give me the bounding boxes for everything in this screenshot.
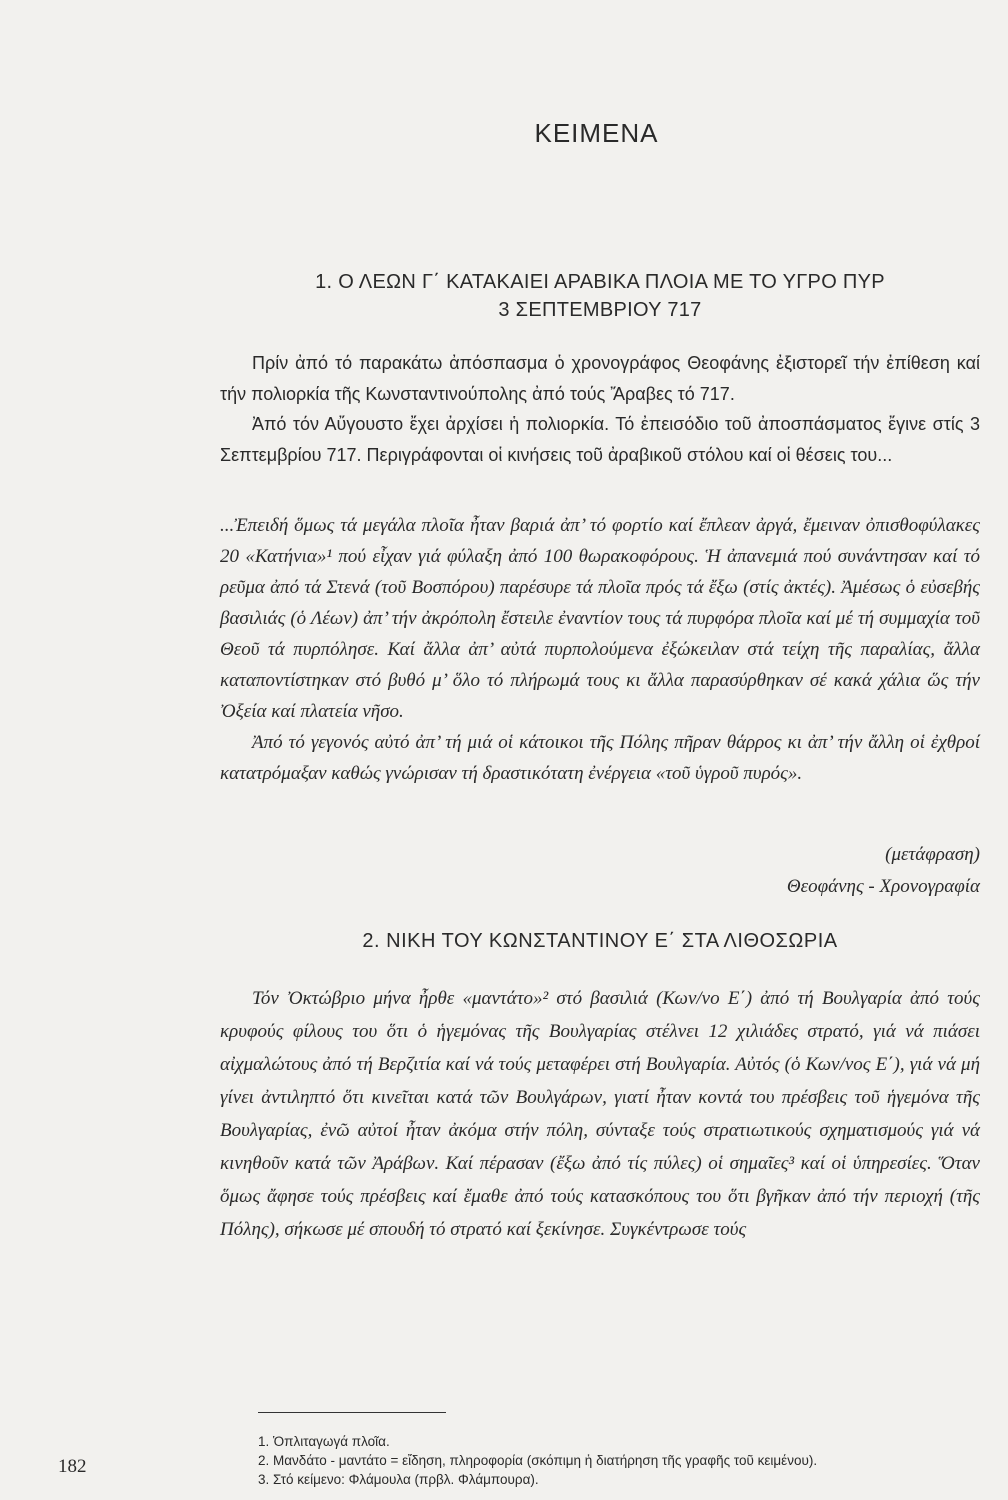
section2-paragraph: Τόν Ὀκτώβριο μήνα ἦρθε «μαντάτο»² στό βασιλιά (Κων/νο Ε΄) ἀπό τή Βουλγαρία ἀπό τούς κρυφούς φίλους του ὅτι ὁ ἡγεμόνας τῆς Βουλγαρίας στέλνει 12 χιλιάδες στρατό, γιά νά πιάσει αἰχμαλώτους ἀπό τή Βερζιτία καί νά τούς μεταφέρει στή Βουλγαρία. Αὐτός (ὁ Κων/νος Ε΄), γιά νά μή γίνει ἀντιληπτό ὅτι κινεῖται κατά τῶν Βουλγάρων, γιατί ἦταν κοντά του πρέσβεις τοῦ ἡγεμόνα τῆς Βουλγαρίας, ἐνῶ αὐτοί ἦταν ἀκόμα στήν πόλη, σύνταξε τούς στρατιωτικούς σχηματισμούς γιά νά κινηθοῦν κατά τῶν Ἀράβων. Καί πέρασαν (ἔξω ἀπό τίς πύλες) οἱ σημαῖες³ καί οἱ ὑπηρεσίες. Ὅταν ὅμως ἄφησε τούς πρέσβεις καί ἔμαθε ἀπό τούς κατασκόπους του ὅτι βγῆκαν ἀπό τήν περιοχή (τῆς Πόλης), σήκωσε μέ σπουδή τό στρατό καί ξεκίνησε. Συγκέντρωσε τούς — [220, 988, 980, 1240]
section1-excerpt-paragraph-1: ...Ἐπειδή ὅμως τά μεγάλα πλοῖα ἦταν βαριά ἀπ’ τό φορτίο καί ἔπλεαν ἀργά, ἔμειναν ὀπισθοφύλακες 20 «Κατήνια»¹ πού εἶχαν γιά φύλαξη ἀπό 100 θωρακοφόρους. Ἡ ἀπανεμιά πού συνάντησαν καί τό ρεῦμα ἀπό τά Στενά (τοῦ Βοσπόρου) παρέσυρε τά πλοῖα πρός τά ἔξω (στίς ἀκτές). Ἀμέσως ὁ εὐσεβής βασιλιάς (ὁ Λέων) ἀπ’ τήν ἀκρόπολη ἔστειλε ἐναντίον τους τά πυρφόρα πλοῖα καί μέ τή συμμαχία τοῦ Θεοῦ τά πυρπόλησε. Καί ἄλλα ἀπ’ αὐτά πυρπολούμενα ἐξώκειλαν στά τείχη τῆς παραλίας, ἄλλα καταποντίστηκαν στό βυθό μ’ ὅλο τό πλήρωμά τους κι ἄλλα παρασύρθηκαν σέ κακά χάλια ὥς τήν Ὀξεία καί πλατεία νῆσο. — [220, 515, 980, 722]
section1-excerpt — [220, 510, 980, 789]
section1-intro — [220, 348, 980, 470]
footnote-2: 2. Μανδάτο - μαντάτο = εἴδηση, πληροφορία (σκόπιμη ἡ διατήρηση τῆς γραφῆς τοῦ κειμένου). — [258, 1453, 818, 1468]
footnote-divider — [258, 1412, 446, 1413]
section1-intro-paragraph-1: Πρίν ἀπό τό παρακάτω ἀπόσπασμα ὁ χρονογράφος Θεοφάνης ἐξιστορεῖ τήν ἐπίθεση καί τήν πολιορκία τῆς Κωνσταντινούπολης ἀπό τούς Ἄραβες τό 717. — [220, 353, 980, 404]
section1-heading-line1: 1. Ο ΛΕΩΝ Γ΄ ΚΑΤΑΚΑΙΕΙ ΑΡΑΒΙΚΑ ΠΛΟΙΑ ΜΕ ΤΟ ΥΓΡΟ ΠΥΡ — [315, 271, 885, 293]
footnotes — [258, 1432, 988, 1489]
section1-attribution-note: (μετάφραση) — [885, 844, 980, 865]
section1-attribution-source: Θεοφάνης - Χρονογραφία — [786, 876, 980, 897]
section1-heading-line2: 3 ΣΕΠΤΕΜΒΡΙΟΥ 717 — [498, 299, 702, 321]
page-title: ΚΕΙΜΕΝΑ — [534, 118, 659, 148]
footnote-1: 1. Ὁπλιταγωγά πλοῖα. — [258, 1434, 390, 1449]
section2-body — [220, 982, 980, 1246]
section1-excerpt-paragraph-2: Ἀπό τό γεγονός αὐτό ἀπ’ τή μιά οἱ κάτοικοι τῆς Πόλης πῆραν θάρρος κι ἀπ’ τήν ἄλλη οἱ ἐχθροί κατατρόμαξαν καθώς γνώρισαν τή δραστικότατη ἐνέργεια «τοῦ ὑγροῦ πυρός». — [220, 732, 980, 784]
footnote-3: 3. Στό κείμενο: Φλάμουλα (πρβλ. Φλάμπουρα). — [258, 1472, 539, 1487]
section1-intro-paragraph-2: Ἀπό τόν Αὔγουστο ἔχει ἀρχίσει ἡ πολιορκία. Τό ἐπεισόδιο τοῦ ἀποσπάσματος ἔγινε στίς 3 Σεπτεμβρίου 717. Περιγράφονται οἱ κινήσεις τοῦ ἀραβικοῦ στόλου καί οἱ θέσεις του... — [220, 414, 980, 465]
page-number: 182 — [58, 1456, 87, 1477]
section1-heading — [220, 268, 980, 324]
section2-heading: 2. ΝΙΚΗ ΤΟΥ ΚΩΝΣΤΑΝΤΙΝΟΥ Ε΄ ΣΤΑ ΛΙΘΟΣΩΡΙΑ — [362, 930, 838, 952]
